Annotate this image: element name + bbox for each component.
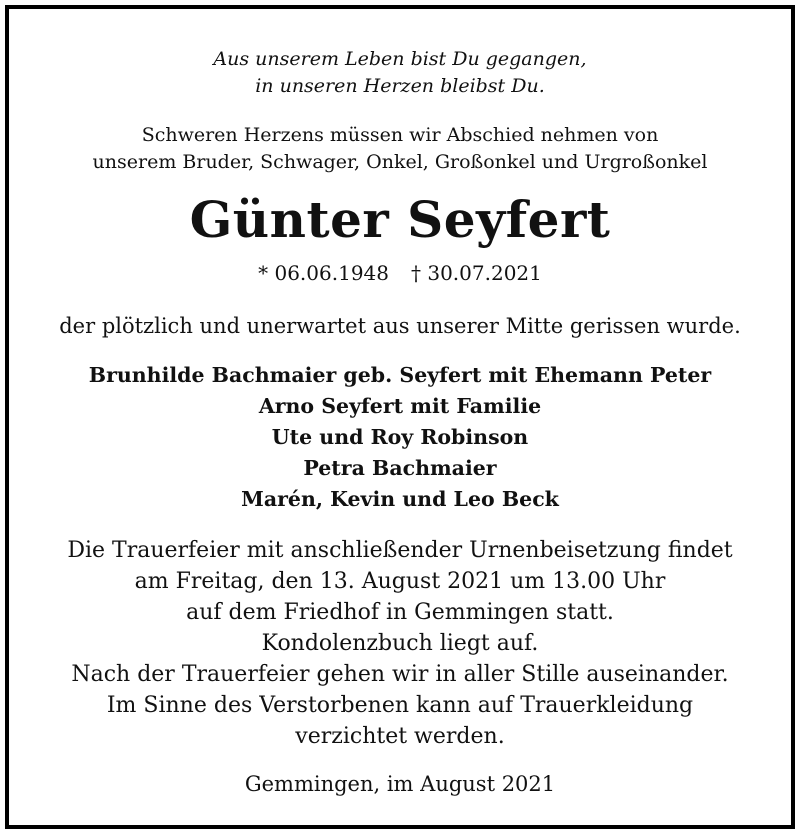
motto-line-1: Aus unserem Leben bist Du gegangen, (213, 48, 587, 70)
ceremony-line: Kondolenzbuch liegt auf. (261, 631, 539, 656)
sudden-death-text: der plötzlich und unerwartet aus unserer Mitte gerissen wurde. (59, 314, 741, 338)
mourner-line: Marén, Kevin und Leo Beck (241, 487, 559, 511)
intro-line-1: Schweren Herzens müssen wir Abschied nehmen von (141, 124, 659, 146)
mourner-line: Arno Seyfert mit Familie (258, 394, 542, 418)
ceremony-line: am Freitag, den 13. August 2021 um 13.00 Uhr (134, 569, 666, 594)
ceremony-line: auf dem Friedhof in Gemmingen statt. (186, 600, 614, 625)
birth-date: * 06.06.1948 (258, 261, 389, 285)
mourner-line: Ute und Roy Robinson (271, 425, 529, 449)
death-date: † 30.07.2021 (411, 261, 542, 285)
place-and-date: Gemmingen, im August 2021 (244, 772, 556, 796)
ceremony-line: verzichtet werden. (295, 724, 505, 749)
mourner-line: Petra Bachmaier (303, 456, 497, 480)
ceremony-line: Im Sinne des Verstorbenen kann auf Trauerkleidung (106, 693, 694, 718)
obituary-notice (5, 5, 795, 829)
intro-line-2: unserem Bruder, Schwager, Onkel, Großonkel und Urgroßonkel (92, 151, 708, 173)
mourner-line: Brunhilde Bachmaier geb. Seyfert mit Ehemann Peter (88, 363, 712, 387)
ceremony-line: Nach der Trauerfeier gehen wir in aller Stille auseinander. (71, 662, 729, 687)
life-dates (9, 260, 791, 286)
deceased-name: Günter Seyfert (189, 190, 611, 249)
motto-line-2: in unseren Herzen bleibst Du. (255, 75, 545, 97)
ceremony-line: Die Trauerfeier mit anschließender Urnenbeisetzung findet (67, 538, 733, 563)
